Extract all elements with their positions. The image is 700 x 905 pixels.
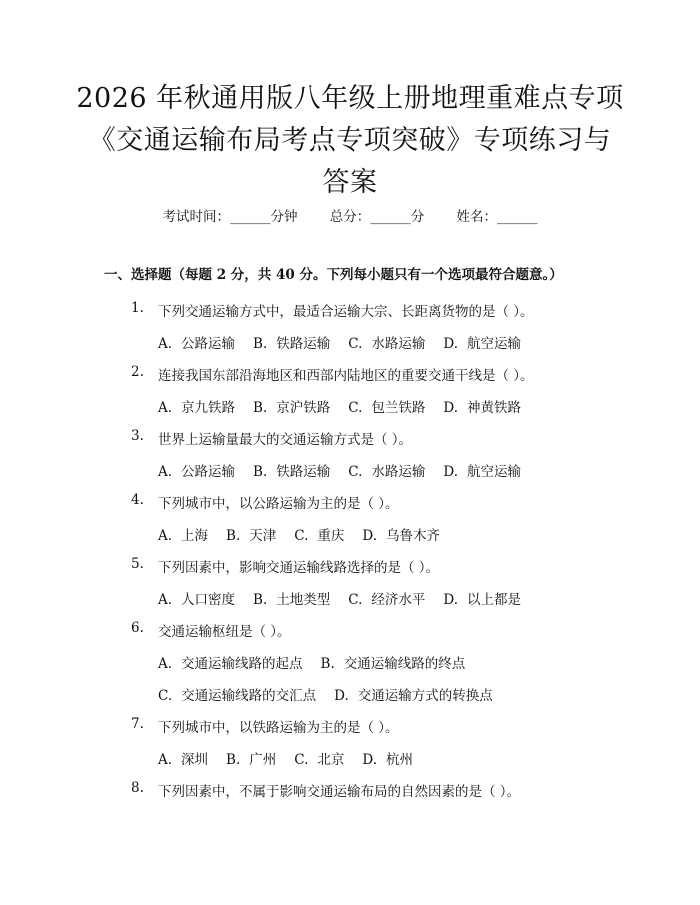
option-text: 深圳 [181, 752, 209, 768]
option-letter: C. [348, 336, 363, 352]
option-c [348, 336, 425, 352]
exam-meta [0, 205, 700, 225]
option-text: 交通运输线路的交汇点 [181, 688, 317, 704]
option-text: 水路运输 [371, 464, 426, 480]
option-letter: B. [226, 528, 241, 544]
option-text: 航空运输 [467, 336, 522, 352]
option-text: 交通运输线路的起点 [181, 656, 303, 672]
option-text: 铁路运输 [276, 336, 331, 352]
title-line-3: 答案 [322, 167, 378, 198]
option-text: 北京 [317, 752, 345, 768]
option-row [158, 748, 431, 768]
question-number: 5. [131, 556, 144, 572]
option-row [158, 684, 511, 704]
option-letter: A. [158, 400, 173, 416]
option-d [362, 528, 440, 544]
option-text: 以上都是 [467, 592, 522, 608]
question-text: 下列交通运输方式中，最适合运输大宗、长距离货物的是（ ）。 [158, 304, 534, 320]
option-b [226, 528, 276, 544]
option-letter: D. [362, 528, 378, 544]
question-number: 4. [131, 492, 144, 508]
option-letter: C. [294, 528, 309, 544]
document-title [60, 78, 640, 204]
option-b [226, 752, 276, 768]
option-letter: A. [158, 752, 173, 768]
option-letter: A. [158, 464, 173, 480]
option-letter: C. [158, 688, 173, 704]
title-line-1: 2026 年秋通用版八年级上册地理重难点专项 [76, 83, 624, 114]
option-text: 京九铁路 [181, 400, 236, 416]
option-text: 人口密度 [181, 592, 236, 608]
question-number: 1. [131, 300, 144, 316]
option-row [158, 588, 539, 608]
option-c [294, 528, 344, 544]
option-d [334, 688, 493, 704]
option-letter: B. [320, 656, 335, 672]
option-text: 公路运输 [181, 336, 236, 352]
option-text: 上海 [181, 528, 209, 544]
student-name-field: 姓名：______ [456, 209, 538, 225]
option-text: 广州 [249, 752, 277, 768]
option-letter: A. [158, 336, 173, 352]
option-c [348, 464, 425, 480]
option-d [443, 592, 521, 608]
option-text: 京沪铁路 [276, 400, 331, 416]
option-text: 天津 [249, 528, 277, 544]
total-score-field: 总分：______分 [329, 209, 425, 225]
question-number: 3. [131, 428, 144, 444]
option-row [158, 460, 539, 480]
option-a [158, 656, 303, 672]
question-number: 8. [131, 780, 144, 796]
title-line-2: 《交通运输布局考点专项突破》专项练习与 [88, 125, 612, 156]
option-a [158, 752, 208, 768]
option-row [158, 332, 539, 352]
option-text: 水路运输 [371, 336, 426, 352]
option-b [253, 400, 330, 416]
question-text: 世界上运输量最大的交通运输方式是（ ）。 [158, 432, 413, 448]
option-b [253, 592, 330, 608]
option-letter: C. [348, 400, 363, 416]
option-d [443, 400, 521, 416]
option-a [158, 528, 208, 544]
option-text: 交通运输方式的转换点 [357, 688, 493, 704]
option-text: 航空运输 [467, 464, 522, 480]
option-letter: D. [443, 336, 459, 352]
option-letter: A. [158, 656, 173, 672]
option-row [158, 524, 458, 544]
option-letter: D. [443, 592, 459, 608]
exam-time-field: 考试时间：______分钟 [162, 209, 298, 225]
option-a [158, 592, 235, 608]
question-text: 下列因素中，不属于影响交通运输布局的自然因素的是（ ）。 [158, 784, 521, 800]
option-letter: B. [253, 592, 268, 608]
option-a [158, 400, 235, 416]
option-letter: B. [253, 336, 268, 352]
option-letter: C. [348, 464, 363, 480]
option-letter: D. [443, 400, 459, 416]
option-b [253, 336, 330, 352]
section-heading: 一、选择题（每题 2 分，共 40 分。下列每小题只有一个选项最符合题意。） [104, 267, 563, 283]
option-text: 经济水平 [371, 592, 426, 608]
question-number: 2. [131, 364, 144, 380]
option-letter: A. [158, 592, 173, 608]
option-c [348, 592, 425, 608]
question-text: 连接我国东部沿海地区和西部内陆地区的重要交通干线是（ ）。 [158, 368, 534, 384]
option-letter: B. [226, 752, 241, 768]
question-text: 下列因素中，影响交通运输线路选择的是（ ）。 [158, 560, 440, 576]
option-a [158, 464, 235, 480]
question-text: 交通运输枢纽是（ ）。 [158, 624, 291, 640]
option-text: 公路运输 [181, 464, 236, 480]
option-letter: D. [362, 752, 378, 768]
question-text: 下列城市中，以铁路运输为主的是（ ）。 [158, 720, 399, 736]
option-letter: B. [253, 464, 268, 480]
option-d [443, 336, 521, 352]
option-text: 乌鲁木齐 [386, 528, 441, 544]
option-text: 重庆 [317, 528, 345, 544]
option-a [158, 336, 235, 352]
option-letter: D. [443, 464, 459, 480]
option-c [348, 400, 425, 416]
option-text: 包兰铁路 [371, 400, 426, 416]
question-number: 7. [131, 716, 144, 732]
option-b [253, 464, 330, 480]
option-row [158, 652, 483, 672]
option-letter: A. [158, 528, 173, 544]
option-text: 交通运输线路的终点 [343, 656, 466, 672]
option-text: 杭州 [386, 752, 414, 768]
option-c [158, 688, 316, 704]
option-letter: B. [253, 400, 268, 416]
option-text: 铁路运输 [276, 464, 331, 480]
option-row [158, 396, 539, 416]
option-text: 土地类型 [276, 592, 331, 608]
option-letter: C. [294, 752, 309, 768]
option-d [362, 752, 413, 768]
option-letter: C. [348, 592, 363, 608]
option-d [443, 464, 521, 480]
option-text: 神黄铁路 [467, 400, 522, 416]
question-text: 下列城市中，以公路运输为主的是（ ）。 [158, 496, 399, 512]
option-c [294, 752, 344, 768]
option-b [321, 656, 466, 672]
option-letter: D. [334, 688, 349, 704]
question-number: 6. [131, 620, 144, 636]
